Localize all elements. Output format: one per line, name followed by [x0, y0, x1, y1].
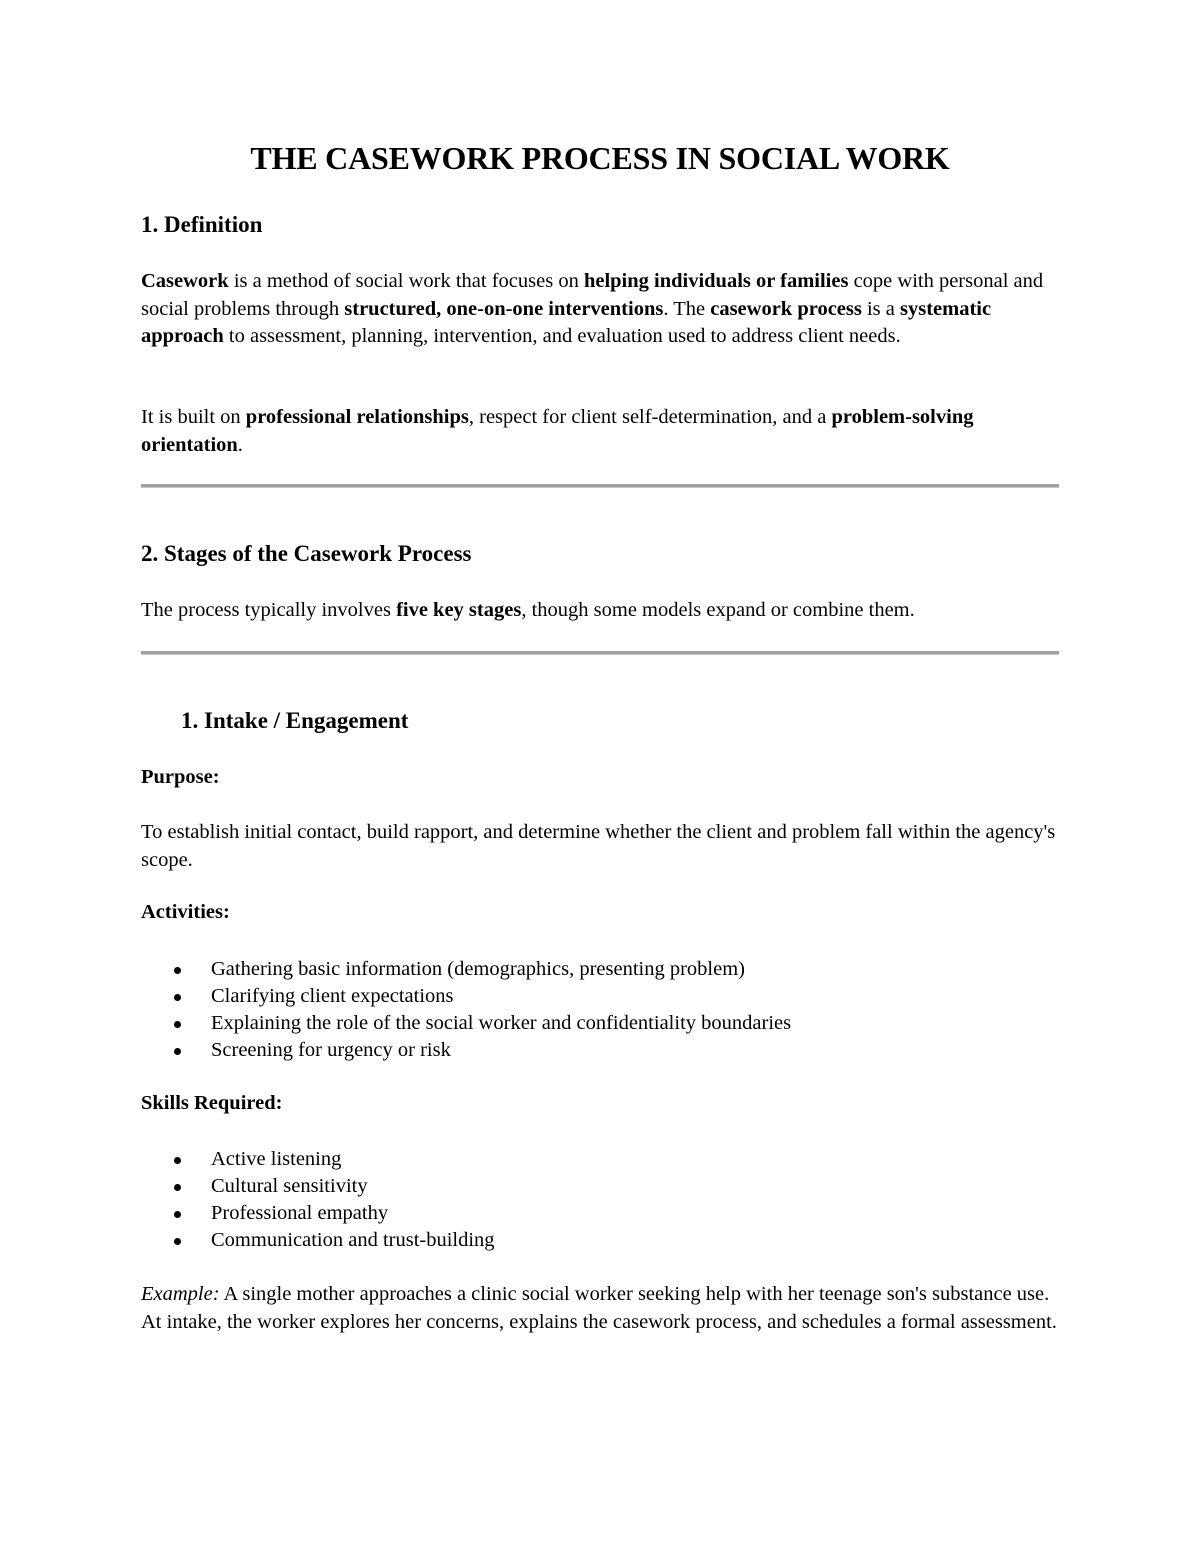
bullet-icon [174, 967, 181, 974]
bullet-icon [174, 1157, 181, 1164]
purpose-text: To establish initial contact, build rapport, and determine whether the client and problem fall within the agency's scope. [141, 821, 1056, 871]
list-item: Cultural sensitivity [141, 1173, 1059, 1200]
activities-list [141, 956, 1059, 1064]
foundation-paragraph: It is built on professional relationships, respect for client self-determination, and a problem-solving orientation. [141, 406, 974, 456]
stages-paragraph: The process typically involves five key stages, though some models expand or combine them. [141, 599, 915, 621]
list-item: Explaining the role of the social worker and confidentiality boundaries [141, 1010, 1059, 1037]
skills-list [141, 1146, 1059, 1254]
list-item: Screening for urgency or risk [141, 1037, 1059, 1064]
bullet-icon [174, 1048, 181, 1055]
list-item: Clarifying client expectations [141, 983, 1059, 1010]
example-label: Example: [141, 1283, 220, 1305]
skills-label: Skills Required: [141, 1092, 283, 1114]
list-item: Communication and trust-building [141, 1227, 1059, 1254]
bullet-icon [174, 1211, 181, 1218]
purpose-label: Purpose: [141, 766, 220, 788]
bullet-icon [174, 994, 181, 1001]
document-title: THE CASEWORK PROCESS IN SOCIAL WORK [250, 140, 950, 176]
bullet-icon [174, 1238, 181, 1245]
horizontal-rule [141, 484, 1059, 488]
list-item: Gathering basic information (demographics, presenting problem) [141, 956, 1059, 983]
term-casework: Casework [141, 270, 229, 292]
horizontal-rule [141, 651, 1059, 655]
bullet-icon [174, 1021, 181, 1028]
example-paragraph [141, 1281, 1059, 1336]
bullet-icon [174, 1184, 181, 1191]
section-heading-stages: 2. Stages of the Casework Process [141, 541, 472, 566]
example-text: A single mother approaches a clinic social worker seeking help with her teenage son's substance use. At intake, the worker explores her concerns, explains the casework process, and schedules a formal assessment. [141, 1283, 1057, 1333]
activities-label: Activities: [141, 901, 230, 923]
section-heading-definition: 1. Definition [141, 212, 263, 237]
list-item: Professional empathy [141, 1200, 1059, 1227]
stage-heading-intake: 1. Intake / Engagement [181, 708, 409, 733]
list-item: Active listening [141, 1146, 1059, 1173]
definition-paragraph: Casework is a method of social work that focuses on helping individuals or families cope with personal and social problems through structured, one-on-one interventions. The casework process is a systematic approach to assessment, planning, intervention, and evaluation used to address client needs. [141, 270, 1044, 347]
